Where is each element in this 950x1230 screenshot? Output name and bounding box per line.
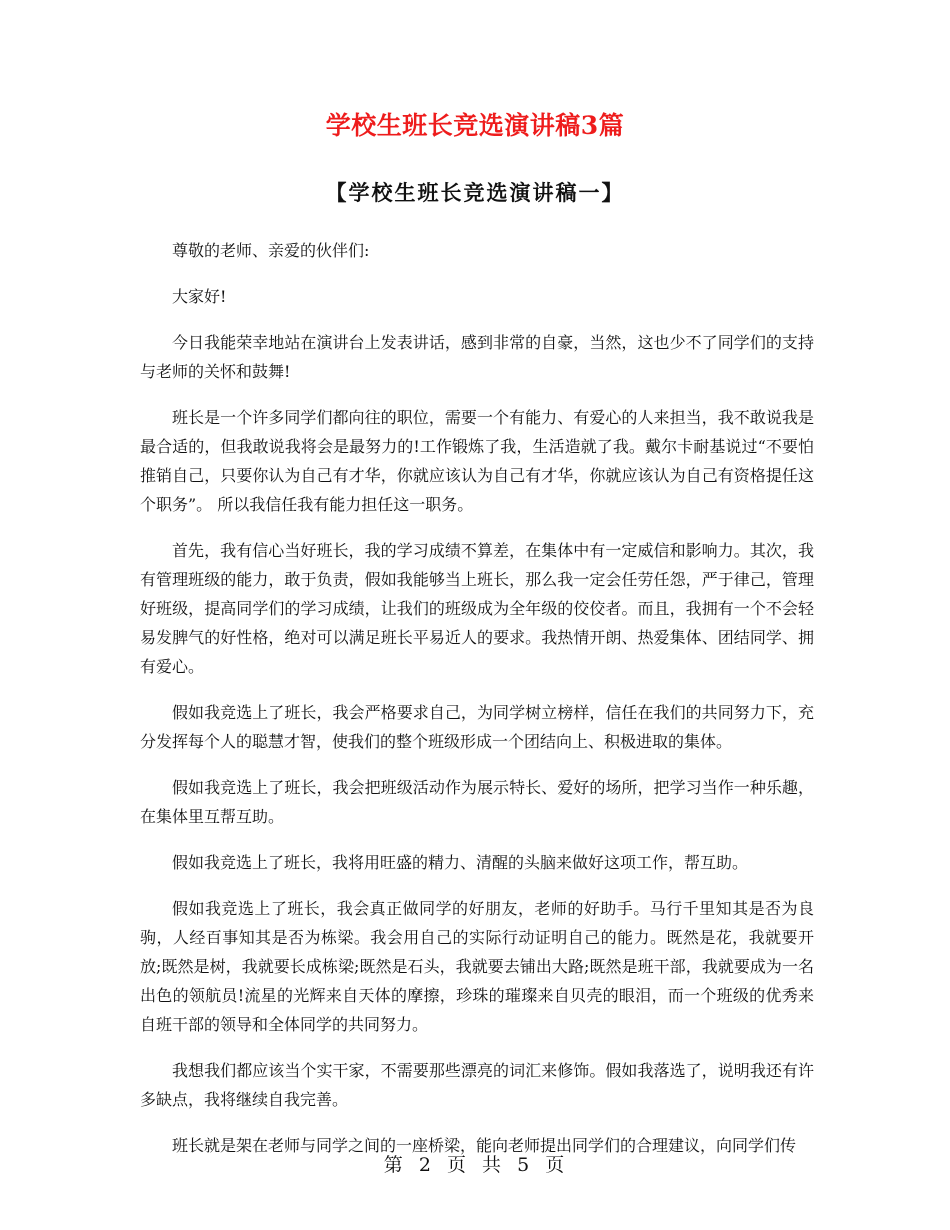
document-body [140, 236, 814, 1177]
paragraph: 我想我们都应该当个实干家，不需要那些漂亮的词汇来修饰。假如我落选了，说明我还有许多缺点，我将继续自我完善。 [140, 1061, 814, 1109]
paragraph: 首先，我有信心当好班长，我的学习成绩不算差，在集体中有一定威信和影响力。其次，我有管理班级的能力，敢于负责，假如我能够当上班长，那么我一定会任劳任怨，严于律己，管理好班级，提高同学们的学习成绩，让我们的班级成为全年级的佼佼者。而且，我拥有一个不会轻易发脾气的好性格，绝对可以满足班长平易近人的要求。我热情开朗、热爱集体、团结同学、拥有爱心。 [140, 541, 814, 676]
paragraph: 今日我能荣幸地站在演讲台上发表讲话，感到非常的自豪，当然，这也少不了同学们的支持与老师的关怀和鼓舞! [140, 333, 814, 381]
paragraph-salutation: 尊敬的老师、亲爱的伙伴们: [172, 241, 370, 260]
footer-prefix: 第 [383, 1154, 405, 1176]
paragraph: 假如我竞选上了班长，我将用旺盛的精力、清醒的头脑来做好这项工作，帮互助。 [172, 853, 749, 872]
paragraph-greeting: 大家好! [172, 287, 227, 306]
document-title: 学校生班长竞选演讲稿3篇 [325, 111, 625, 140]
paragraph: 班长是一个许多同学们都向往的职位，需要一个有能力、有爱心的人来担当，我不敢说我是最合适的，但我敢说我将会是最努力的!工作锻炼了我，生活造就了我。戴尔卡耐基说过“不要怕推销自己，只要你认为自己有才华，你就应该认为自己有才华，你就应该认为自己有资格提任这个职务”。 所以我信任我有能力担任这一职务。 [140, 408, 814, 514]
paragraph: 假如我竞选上了班长，我会严格要求自己，为同学树立榜样，信任在我们的共同努力下，充分发挥每个人的聪慧才智，使我们的整个班级形成一个团结向上、积极进取的集体。 [140, 703, 814, 751]
section-heading: 【学校生班长竞选演讲稿一】 [325, 180, 625, 205]
paragraph: 假如我竞选上了班长，我会把班级活动作为展示特长、爱好的场所，把学习当作一种乐趣，在集体里互帮互助。 [140, 778, 814, 826]
page-footer [0, 1150, 950, 1177]
footer-total-word: 共 [482, 1154, 504, 1176]
footer-suffix: 页 [545, 1154, 567, 1176]
paragraph: 假如我竞选上了班长，我会真正做同学的好朋友，老师的好助手。马行千里知其是否为良驹，人经百事知其是否为栋梁。我会用自己的实际行动证明自己的能力。既然是花，我就要开放;既然是树，我就要长成栋梁;既然是石头，我就要去铺出大路;既然是班干部，我就要成为一名出色的领航员!流星的光辉来自天体的摩擦，珍珠的璀璨来自贝壳的眼泪，而一个班级的优秀来自班干部的领导和全体同学的共同努力。 [140, 899, 814, 1034]
total-pages-number: 5 [517, 1154, 532, 1176]
current-page-number: 2 [418, 1154, 433, 1176]
footer-page-word: 页 [446, 1154, 468, 1176]
paragraph: 班长就是架在老师与同学之间的一座桥梁，能向老师提出同学们的合理建议，向同学们传 [172, 1136, 797, 1155]
